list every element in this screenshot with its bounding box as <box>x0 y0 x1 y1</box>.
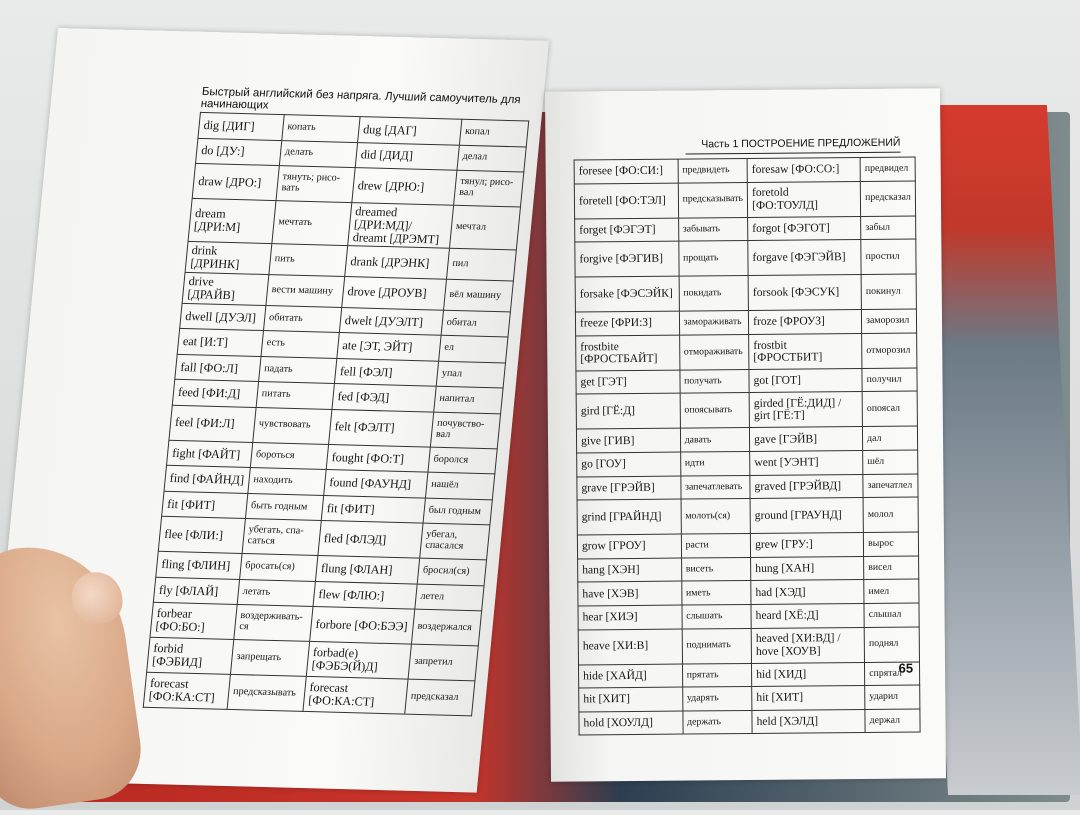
verb-cell: hear [ХИЭ] <box>578 605 682 629</box>
past-translation-cell: боролся <box>428 447 497 474</box>
translation-cell: поднимать <box>682 628 752 664</box>
verb-cell: heave [ХИ:В] <box>578 629 682 665</box>
past-cell: forbad(e) [ФЭБЭ(Й)Д] <box>306 642 411 680</box>
verb-cell: dwell [ДУЭЛ] <box>180 303 266 331</box>
table-row <box>579 685 920 712</box>
verb-cell: hit [ХИТ] <box>579 687 683 711</box>
past-cell: forgave [ФЭГЭЙВ] <box>748 240 861 276</box>
verb-cell: draw [ДРО:] <box>192 163 279 200</box>
translation-cell: копать <box>282 115 360 142</box>
translation-cell: расти <box>681 534 751 558</box>
past-cell: ate [ЭТ, ЭЙТ] <box>337 333 441 361</box>
past-cell: hit [ХИТ] <box>752 686 865 711</box>
past-cell: drank [ДРЭНК] <box>345 246 450 279</box>
past-cell: forsook [ФЭСУК] <box>748 275 861 311</box>
translation-cell: прятать <box>682 663 752 687</box>
running-head-right: Часть 1 ПОСТРОЕНИЕ ПРЕДЛОЖЕНИЙ <box>685 137 900 155</box>
past-cell: dreamed [ДРИ:МД]/ dreamt [ДРЭМТ] <box>348 203 454 249</box>
past-cell: grew [ГРУ:] <box>750 533 863 558</box>
past-translation-cell: держал <box>865 709 920 733</box>
translation-cell: иметь <box>681 581 751 605</box>
verb-cell: fly [ФЛАЙ] <box>153 577 239 605</box>
table-row <box>574 181 915 219</box>
table-row <box>579 709 920 736</box>
verb-cell: frostbite [ФРОСТБАЙТ] <box>576 335 680 371</box>
past-cell: hid [ХИД] <box>752 662 865 687</box>
translation-cell: летать <box>237 579 315 606</box>
past-translation-cell: ударил <box>865 685 920 709</box>
table-row <box>576 333 917 371</box>
past-cell: fed [ФЭД] <box>332 384 436 412</box>
past-cell: forbore [ФО:БЭЭ] <box>309 607 414 645</box>
past-cell: graved [ГРЭЙВД] <box>750 474 863 499</box>
table-row <box>575 216 916 243</box>
table-row <box>574 157 915 184</box>
verb-cell: flee [ФЛИ:] <box>158 516 245 553</box>
verb-cell: get [ГЭТ] <box>576 370 680 394</box>
past-translation-cell: молол <box>863 497 918 532</box>
translation-cell: ударять <box>682 687 752 711</box>
verb-cell: fling [ФЛИН] <box>156 551 242 579</box>
past-cell: froze [ФРОУЗ] <box>748 310 861 335</box>
verbs-table-left <box>143 112 530 717</box>
past-translation-cell: отморозил <box>862 333 917 368</box>
past-translation-cell: был годным <box>423 498 492 525</box>
past-translation-cell: упал <box>436 361 505 388</box>
verb-cell: give [ГИВ] <box>576 428 680 452</box>
past-cell: held [ХЭЛД] <box>752 709 865 734</box>
verb-cell: find [ФАЙНД] <box>164 465 250 493</box>
past-cell: foresaw [ФО:СО:] <box>747 157 860 182</box>
table-row <box>575 274 916 312</box>
table-row <box>578 627 919 665</box>
past-translation-cell: запретил <box>408 644 478 681</box>
past-cell: flung [ФЛАН] <box>315 556 419 584</box>
past-cell: went [УЭНТ] <box>750 450 863 475</box>
translation-cell: забывать <box>678 217 748 241</box>
past-translation-cell: воздержался <box>411 609 481 646</box>
table-row <box>577 497 918 535</box>
past-cell: dwelt [ДУЭЛТ] <box>339 307 443 335</box>
verb-cell: have [ХЭВ] <box>578 581 682 605</box>
past-translation-cell: вёл машину <box>443 279 513 311</box>
past-cell: fought [ФО:Т] <box>326 444 430 472</box>
translation-cell: слышать <box>682 604 752 628</box>
verbs-table-right <box>574 157 921 736</box>
past-translation-cell: получил <box>862 368 917 392</box>
past-cell: fit [ФИТ] <box>321 495 425 523</box>
past-translation-cell: вырос <box>863 532 918 556</box>
translation-cell: бросать(ся) <box>239 554 317 581</box>
past-translation-cell: предсказал <box>405 679 475 716</box>
verb-cell: drink [ДРИНК] <box>185 242 272 275</box>
translation-cell: прощать <box>678 241 748 277</box>
past-cell: gave [ГЭЙВ] <box>750 427 863 452</box>
table-row <box>578 556 919 583</box>
running-head-left: Быстрый английский без напряга. Лучший самоучитель для начинающих <box>200 85 522 112</box>
verb-cell: grow [ГРОУ] <box>577 534 681 558</box>
past-cell: hung [ХАН] <box>751 556 864 581</box>
page-number-right: 65 <box>898 660 914 676</box>
verb-cell: feed [ФИ:Д] <box>172 380 258 408</box>
verb-cell: eat [И:Т] <box>177 329 263 357</box>
translation-cell: замораживать <box>679 311 749 335</box>
translation-cell: вести машину <box>266 275 345 308</box>
translation-cell: обитать <box>263 305 341 332</box>
table-row <box>578 603 919 630</box>
past-cell: dug [ДАГ] <box>358 117 462 145</box>
past-translation-cell: шёл <box>863 450 918 474</box>
verb-cell: freeze [ФРИ:З] <box>575 311 679 335</box>
verb-cell: forsake [ФЭСЭЙК] <box>575 276 679 312</box>
past-translation-cell: напитал <box>434 386 503 413</box>
translation-cell: убегать, спа-саться <box>242 519 321 556</box>
translation-cell: висеть <box>681 557 751 581</box>
past-cell: got [ГОТ] <box>749 368 862 393</box>
verb-cell: gird [ГЁ:Д] <box>576 393 680 429</box>
past-cell: frostbit [ФРОСТБИТ] <box>749 333 862 369</box>
translation-cell: чувствовать <box>253 407 332 444</box>
table-row <box>577 450 918 477</box>
verb-cell: do [ДУ:] <box>196 138 282 166</box>
translation-cell: есть <box>261 331 339 358</box>
translation-cell: давать <box>680 428 750 452</box>
past-translation-cell: тянул; рисо-вал <box>454 170 524 207</box>
translation-cell: пить <box>269 244 348 277</box>
past-translation-cell: предсказал <box>860 181 915 216</box>
translation-cell: предсказывать <box>227 675 306 712</box>
past-translation-cell: летел <box>415 584 484 611</box>
table-row <box>576 391 917 429</box>
past-translation-cell: убегал, спасался <box>420 523 490 560</box>
past-translation-cell: висел <box>864 556 919 580</box>
verb-cell: fight [ФАЙТ] <box>167 440 253 468</box>
translation-cell: запечатлевать <box>680 475 750 499</box>
past-translation-cell: почувство-вал <box>430 412 500 449</box>
verb-cell: forbear [ФО:БО:] <box>150 602 237 639</box>
past-cell: fell [ФЭЛ] <box>334 358 438 386</box>
translation-cell: воздерживать-ся <box>234 605 313 642</box>
translation-cell: падать <box>258 356 336 383</box>
verb-cell: hide [ХАЙД] <box>578 664 682 688</box>
past-cell: felt [ФЭЛТ] <box>328 409 433 447</box>
past-cell: heard [ХЁ:Д] <box>751 603 864 628</box>
past-translation-cell: спрятал <box>865 662 920 686</box>
table-row <box>576 426 917 453</box>
past-translation-cell: дал <box>863 426 918 450</box>
past-cell: had [ХЭД] <box>751 580 864 605</box>
translation-cell: покидать <box>679 276 749 312</box>
past-cell: girded [ГЁ:ДИД] / girt [ГЁ:Т] <box>749 392 862 428</box>
verb-cell: forget [ФЭГЭТ] <box>575 218 679 242</box>
past-cell: did [ДИД] <box>355 142 459 170</box>
verb-cell: fit [ФИТ] <box>162 491 248 519</box>
translation-cell: отмораживать <box>679 334 749 370</box>
past-translation-cell: забыл <box>861 216 916 240</box>
past-translation-cell: делал <box>457 145 526 172</box>
translation-cell: держать <box>683 710 753 734</box>
past-cell: ground [ГРАУНД] <box>750 498 863 534</box>
translation-cell: быть годным <box>245 493 323 520</box>
verb-cell: dream [ДРИ:М] <box>188 198 276 244</box>
past-cell: drew [ДРЮ:] <box>352 168 457 206</box>
past-translation-cell: обитал <box>441 310 510 337</box>
past-translation-cell: предвидел <box>860 157 915 181</box>
past-cell: heaved [ХИ:ВД] / hove [ХОУВ] <box>751 627 864 663</box>
table-row <box>143 672 475 716</box>
verb-cell: dig [ДИГ] <box>198 112 284 140</box>
table-row <box>578 579 919 606</box>
table-row <box>576 368 917 395</box>
translation-cell: опоясывать <box>680 393 750 429</box>
verb-cell: forecast [ФО:КА:СТ] <box>143 672 230 709</box>
translation-cell: тянуть; рисо-вать <box>276 166 355 203</box>
verb-cell: drive [ДРАЙВ] <box>182 272 269 305</box>
past-translation-cell: запечатлел <box>863 474 918 498</box>
translation-cell: находить <box>248 468 326 495</box>
past-cell: forecast [ФО:КА:СТ] <box>303 677 408 715</box>
translation-cell: получать <box>680 369 750 393</box>
past-cell: found [ФАУНД] <box>324 470 428 498</box>
translation-cell: молоть(ся) <box>681 499 751 535</box>
past-cell: foretold [ФО:ТОУЛД] <box>747 181 860 217</box>
translation-cell: мечтать <box>272 201 352 246</box>
verb-cell: fall [ФО:Л] <box>175 354 261 382</box>
table-row <box>575 239 916 277</box>
past-translation-cell: простил <box>861 239 916 274</box>
translation-cell: предвидеть <box>678 158 748 182</box>
past-translation-cell: опоясал <box>862 391 917 426</box>
verb-cell: hang [ХЭН] <box>578 558 682 582</box>
translation-cell: запрещать <box>230 640 309 677</box>
verb-cell: grave [ГРЭЙВ] <box>577 476 681 500</box>
past-cell: forgot [ФЭГОТ] <box>748 216 861 241</box>
translation-cell: идти <box>680 451 750 475</box>
translation-cell: делать <box>279 140 357 167</box>
past-translation-cell: мечтал <box>449 205 520 250</box>
verb-cell: feel [ФИ:Л] <box>169 405 256 442</box>
verb-cell: foresee [ФО:СИ:] <box>574 159 678 183</box>
past-translation-cell: бросил(ся) <box>417 558 486 585</box>
verb-cell: forbid [ФЭБИД] <box>147 637 234 674</box>
past-cell: fled [ФЛЭД] <box>318 521 423 559</box>
past-cell: drove [ДРОУВ] <box>342 277 447 310</box>
past-translation-cell: ел <box>439 335 508 362</box>
verb-cell: forgive [ФЭГИВ] <box>575 241 679 277</box>
translation-cell: бороться <box>250 442 328 469</box>
past-translation-cell: заморозил <box>862 309 917 333</box>
verb-cell: hold [ХОУЛД] <box>579 711 683 735</box>
table-row <box>578 662 919 689</box>
past-cell: flew [ФЛЮ:] <box>313 581 417 609</box>
past-translation-cell: имел <box>864 579 919 603</box>
translation-cell: питать <box>256 382 334 409</box>
past-translation-cell: покинул <box>861 274 916 309</box>
table-row <box>577 474 918 501</box>
past-translation-cell: пил <box>446 249 516 281</box>
past-translation-cell: копал <box>459 119 528 146</box>
past-translation-cell: нашёл <box>425 472 494 499</box>
past-translation-cell: поднял <box>864 627 919 662</box>
verb-cell: go [ГОУ] <box>577 452 681 476</box>
verb-cell: grind [ГРАЙНД] <box>577 499 681 535</box>
translation-cell: предсказывать <box>678 182 748 218</box>
table-row <box>577 532 918 559</box>
verb-cell: foretell [ФО:ТЭЛ] <box>574 183 678 219</box>
table-row <box>575 309 916 336</box>
right-page <box>545 88 946 781</box>
past-translation-cell: слышал <box>864 603 919 627</box>
